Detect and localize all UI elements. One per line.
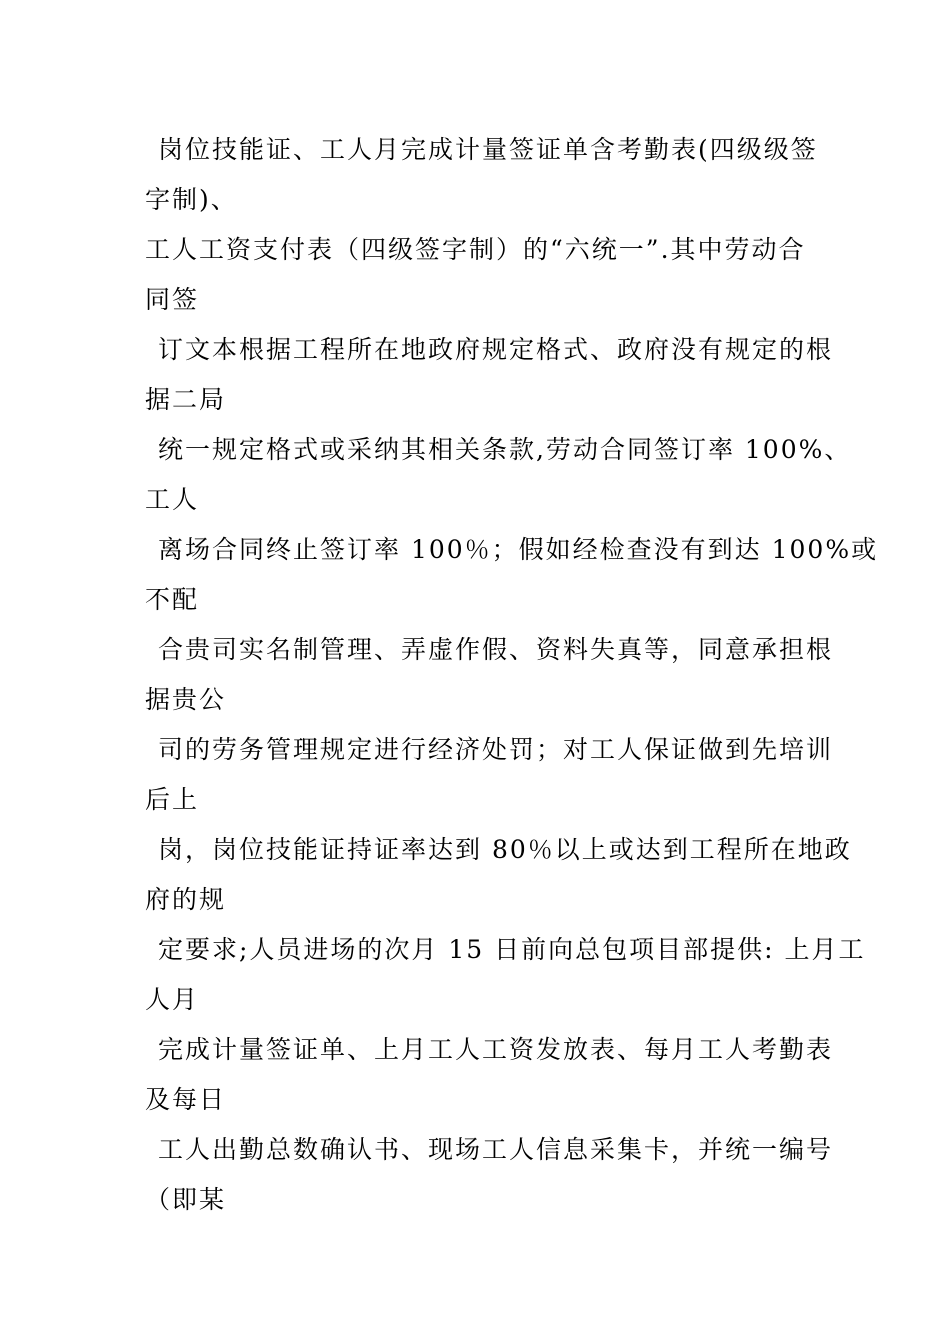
text-line: 府的规 xyxy=(145,885,227,914)
text-line: 定要求;人员进场的次月 15 日前向总包项目部提供: 上月工 xyxy=(158,935,866,964)
text-line: 司的劳务管理规定进行经济处罚；对工人保证做到先培训 xyxy=(158,735,834,764)
text-line: 岗，岗位技能证持证率达到 80％以上或达到工程所在地政 xyxy=(158,835,852,864)
text-line: （即某 xyxy=(145,1185,227,1214)
text-line: 同签 xyxy=(145,285,200,314)
text-line: 据二局 xyxy=(145,385,227,414)
text-line: 完成计量签证单、上月工人工资发放表、每月工人考勤表 xyxy=(158,1035,834,1064)
text-line: 订文本根据工程所在地政府规定格式、政府没有规定的根 xyxy=(158,335,834,364)
text-line: 不配 xyxy=(145,585,200,614)
text-line: 及每日 xyxy=(145,1085,227,1114)
text-line: 后上 xyxy=(145,785,200,814)
text-line: 合贵司实名制管理、弄虚作假、资料失真等，同意承担根 xyxy=(158,635,834,664)
text-line: 离场合同终止签订率 100％；假如经检查没有到达 100%或 xyxy=(158,535,879,564)
text-line: 工人 xyxy=(145,485,200,514)
text-line: 人月 xyxy=(145,985,200,1014)
text-line: 工人工资支付表（四级签字制）的“六统一”.其中劳动合 xyxy=(145,235,806,264)
text-line: 统一规定格式或采纳其相关条款,劳动合同签订率 100%、 xyxy=(158,435,852,464)
text-line: 工人出勤总数确认书、现场工人信息采集卡，并统一编号 xyxy=(158,1135,834,1164)
text-line: 据贵公 xyxy=(145,685,227,714)
text-line: 字制)、 xyxy=(145,185,238,214)
text-line: 岗位技能证、工人月完成计量签证单含考勤表(四级级签 xyxy=(158,135,818,164)
